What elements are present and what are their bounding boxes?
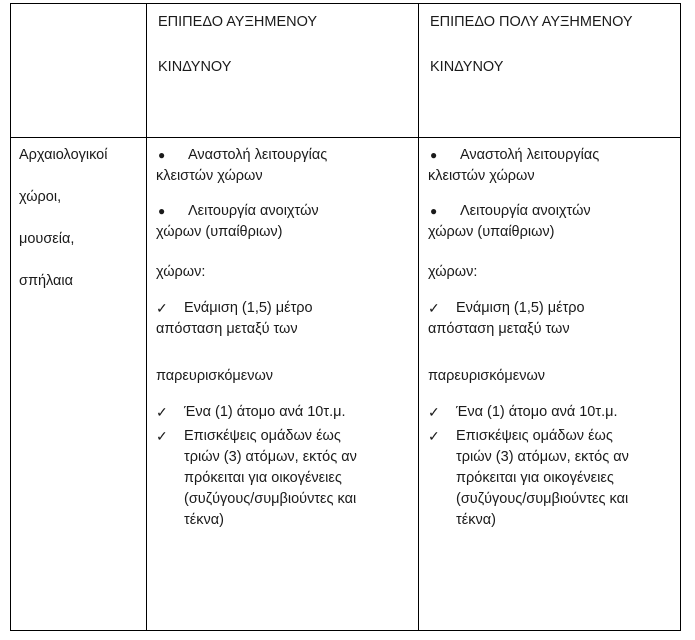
header-text-line: ΚΙΝΔΥΝΟΥ bbox=[430, 59, 504, 75]
paragraph-text: παρευρισκόμενων bbox=[428, 368, 546, 384]
bullet-icon: ● bbox=[430, 148, 438, 162]
checkmark-icon: ✓ bbox=[156, 300, 168, 316]
category-cell bbox=[19, 145, 143, 313]
bullet-item: ● Αναστολή λειτουργίας bbox=[428, 145, 678, 166]
measures-cell-increased-risk bbox=[156, 145, 414, 531]
header-cell-very-increased-risk bbox=[430, 12, 675, 78]
bullet-item: ● Αναστολή λειτουργίας bbox=[156, 145, 414, 166]
paragraph-text: παρευρισκόμενων bbox=[156, 368, 274, 384]
check-item: ✓ Επισκέψεις ομάδων έως τριών (3) ατόμων, εκτός αν πρόκειται για οικογένειες (συζύγους/συμβιούντες και τέκνα) bbox=[156, 428, 357, 528]
check-item: ✓ Ένα (1) άτομο ανά 10τ.μ. bbox=[156, 402, 414, 423]
checkmark-icon: ✓ bbox=[428, 428, 440, 444]
paragraph-text: χώρων: bbox=[156, 264, 206, 280]
bullet-icon: ● bbox=[158, 204, 166, 218]
bullet-continuation: χώρων (υπαίθριων) bbox=[156, 224, 283, 240]
check-item: ✓ Ενάμιση (1,5) μέτρο bbox=[156, 298, 414, 319]
bullet-icon: ● bbox=[158, 148, 166, 162]
risk-level-table bbox=[10, 3, 681, 631]
column-divider bbox=[418, 4, 419, 630]
check-item: ✓ Ένα (1) άτομο ανά 10τ.μ. bbox=[428, 402, 678, 423]
category-line: μουσεία, bbox=[19, 231, 75, 247]
checkmark-icon: ✓ bbox=[156, 404, 168, 420]
column-divider bbox=[146, 4, 147, 630]
measures-cell-very-increased-risk bbox=[428, 145, 678, 531]
category-line: χώροι, bbox=[19, 189, 62, 205]
bullet-icon: ● bbox=[430, 204, 438, 218]
checkmark-icon: ✓ bbox=[428, 300, 440, 316]
header-text-line: ΕΠΙΠΕΔΟ ΑΥΞΗΜΕΝΟΥ bbox=[158, 14, 318, 30]
header-text-line: ΚΙΝΔΥΝΟΥ bbox=[158, 59, 232, 75]
row-divider bbox=[11, 137, 680, 138]
checkmark-icon: ✓ bbox=[156, 428, 168, 444]
check-item: ✓ Επισκέψεις ομάδων έως τριών (3) ατόμων, εκτός αν πρόκειται για οικογένειες (συζύγους/συμβιούντες και τέκνα) bbox=[428, 428, 629, 528]
category-line: σπήλαια bbox=[19, 273, 74, 289]
bullet-continuation: χώρων (υπαίθριων) bbox=[428, 224, 555, 240]
bullet-continuation: κλειστών χώρων bbox=[156, 168, 263, 184]
header-text-line: ΕΠΙΠΕΔΟ ΠΟΛΥ ΑΥΞΗΜΕΝΟΥ bbox=[430, 14, 633, 30]
category-line: Αρχαιολογικοί bbox=[19, 147, 108, 163]
check-continuation: απόσταση μεταξύ των bbox=[156, 321, 298, 337]
paragraph-text: χώρων: bbox=[428, 264, 478, 280]
header-cell-increased-risk bbox=[158, 12, 413, 78]
checkmark-icon: ✓ bbox=[428, 404, 440, 420]
bullet-item: ● Λειτουργία ανοιχτών bbox=[156, 201, 414, 222]
bullet-continuation: κλειστών χώρων bbox=[428, 168, 535, 184]
bullet-item: ● Λειτουργία ανοιχτών bbox=[428, 201, 678, 222]
check-item: ✓ Ενάμιση (1,5) μέτρο bbox=[428, 298, 678, 319]
check-continuation: απόσταση μεταξύ των bbox=[428, 321, 570, 337]
